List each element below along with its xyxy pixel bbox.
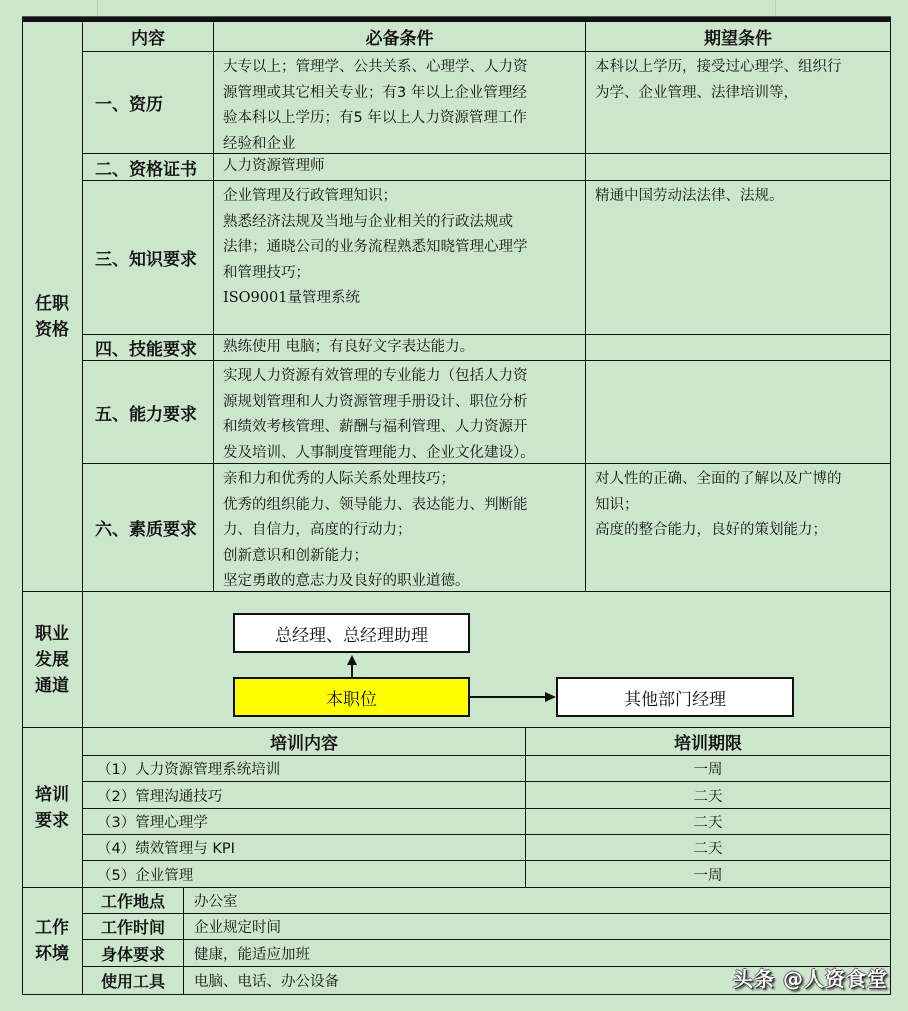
training-item: （5）企业管理 [97,867,194,884]
text-line: 和管理技巧； [223,264,310,281]
text-line: 法律；通晓公司的业务流程熟悉知晓管理心理学 [223,239,528,255]
section-label-line: 环境 [35,944,69,964]
section-label-line: 工作 [35,918,69,938]
text-line: 力、自信力，高度的行动力； [223,522,412,538]
row-label-knowledge: 三、知识要求 [95,250,197,270]
section-label-line: 通道 [35,675,69,696]
text-line: 经验和企业 [223,135,296,152]
text-line: 本科以上学历，接受过心理学、组织行 [595,59,842,75]
section-label-line: 职业 [35,623,69,644]
env-value-tools: 电脑、电话、办公设备 [194,974,339,990]
text-line: 熟悉经济法规及当地与企业相关的行政法规或 [223,213,513,230]
env-label-location: 工作地点 [100,892,165,911]
section-label-line: 要求 [35,810,69,831]
training-duration: 二天 [693,788,723,805]
text-line: 坚定勇敢的意志力及良好的职业道德。 [223,573,470,589]
text-line: 为学、企业管理、法律培训等， [595,84,798,101]
current-position-box: 本职位 [233,677,470,717]
text-line: 亲和力和优秀的人际关系处理技巧； [223,471,455,487]
training-item: （2）管理沟通技巧 [97,788,223,805]
env-label-tools: 使用工具 [100,972,165,991]
training-duration: 一周 [693,867,723,884]
row-label-qualities: 六、素质要求 [95,520,197,540]
text-line: 熟练使用 电脑；有良好文字表达能力。 [223,339,475,355]
training-header-content: 培训内容 [270,734,338,754]
lateral-target-box: 其他部门经理 [556,677,794,717]
section-label-line: 发展 [35,649,69,670]
text-line: 源管理或其它相关专业；有3 年以上企业管理经 [223,84,527,101]
text-line: 企业管理及行政管理知识； [223,188,397,204]
section-label-line: 培训 [35,784,69,805]
header-content: 内容 [131,29,165,49]
text-line: 大专以上；管理学、公共关系、心理学、人力资 [223,59,528,75]
text-line: 和绩效考核管理、薪酬与福利管理、人力资源开 [223,419,528,435]
text-line: ISO9001量管理系统 [223,290,360,306]
training-duration: 一周 [693,762,723,778]
header-required: 必备条件 [365,29,434,49]
arrow-right-icon [470,692,556,702]
row-label-education: 一、资历 [95,95,163,115]
text-line: 源规划管理和人力资源管理手册设计、职位分析 [223,393,528,410]
row-label-certificate: 二、资格证书 [95,159,197,180]
text-line: 对人性的正确、全面的了解以及广博的 [595,471,842,487]
text-line: 实现人力资源有效管理的专业能力（包括人力资 [223,368,528,384]
training-item: （1）人力资源管理系统培训 [97,762,281,778]
env-value-location: 办公室 [194,894,238,910]
text-line: 创新意识和创新能力； [223,547,368,564]
text-line: 知识； [595,496,639,513]
env-value-hours: 企业规定时间 [194,920,281,936]
arrow-up-icon [347,655,357,677]
training-duration: 二天 [693,815,723,831]
section-label-line: 资格 [35,319,69,340]
promotion-target-box: 总经理、总经理助理 [233,613,470,653]
row-label-abilities: 五、能力要求 [95,404,197,425]
training-header-duration: 培训期限 [674,734,742,754]
header-desired: 期望条件 [704,29,772,49]
section-label-line: 任职 [35,293,69,314]
training-item: （4）绩效管理与 KPI [97,841,235,857]
text-line: 优秀的组织能力、领导能力、表达能力、判断能 [223,496,528,513]
text-line: 验本科以上学历；有5 年以上人力资源管理工作 [223,110,527,126]
text-line: 发及培训、人事制度管理能力、企业文化建设）。 [223,444,535,461]
env-label-hours: 工作时间 [100,918,165,937]
section-label-environment [22,888,82,994]
watermark: 头条 @人资食堂 [733,967,888,991]
training-item: （3）管理心理学 [97,815,208,831]
section-label-training [22,728,82,887]
env-value-physical: 健康，能适应加班 [194,946,310,963]
training-duration: 二天 [693,841,723,857]
text-line: 精通中国劳动法法律、法规。 [595,188,784,204]
text-line: 人力资源管理师 [223,158,325,174]
row-label-skills: 四、技能要求 [95,340,197,360]
env-label-physical: 身体要求 [100,944,165,964]
text-line: 高度的整合能力，良好的策划能力； [595,522,827,538]
